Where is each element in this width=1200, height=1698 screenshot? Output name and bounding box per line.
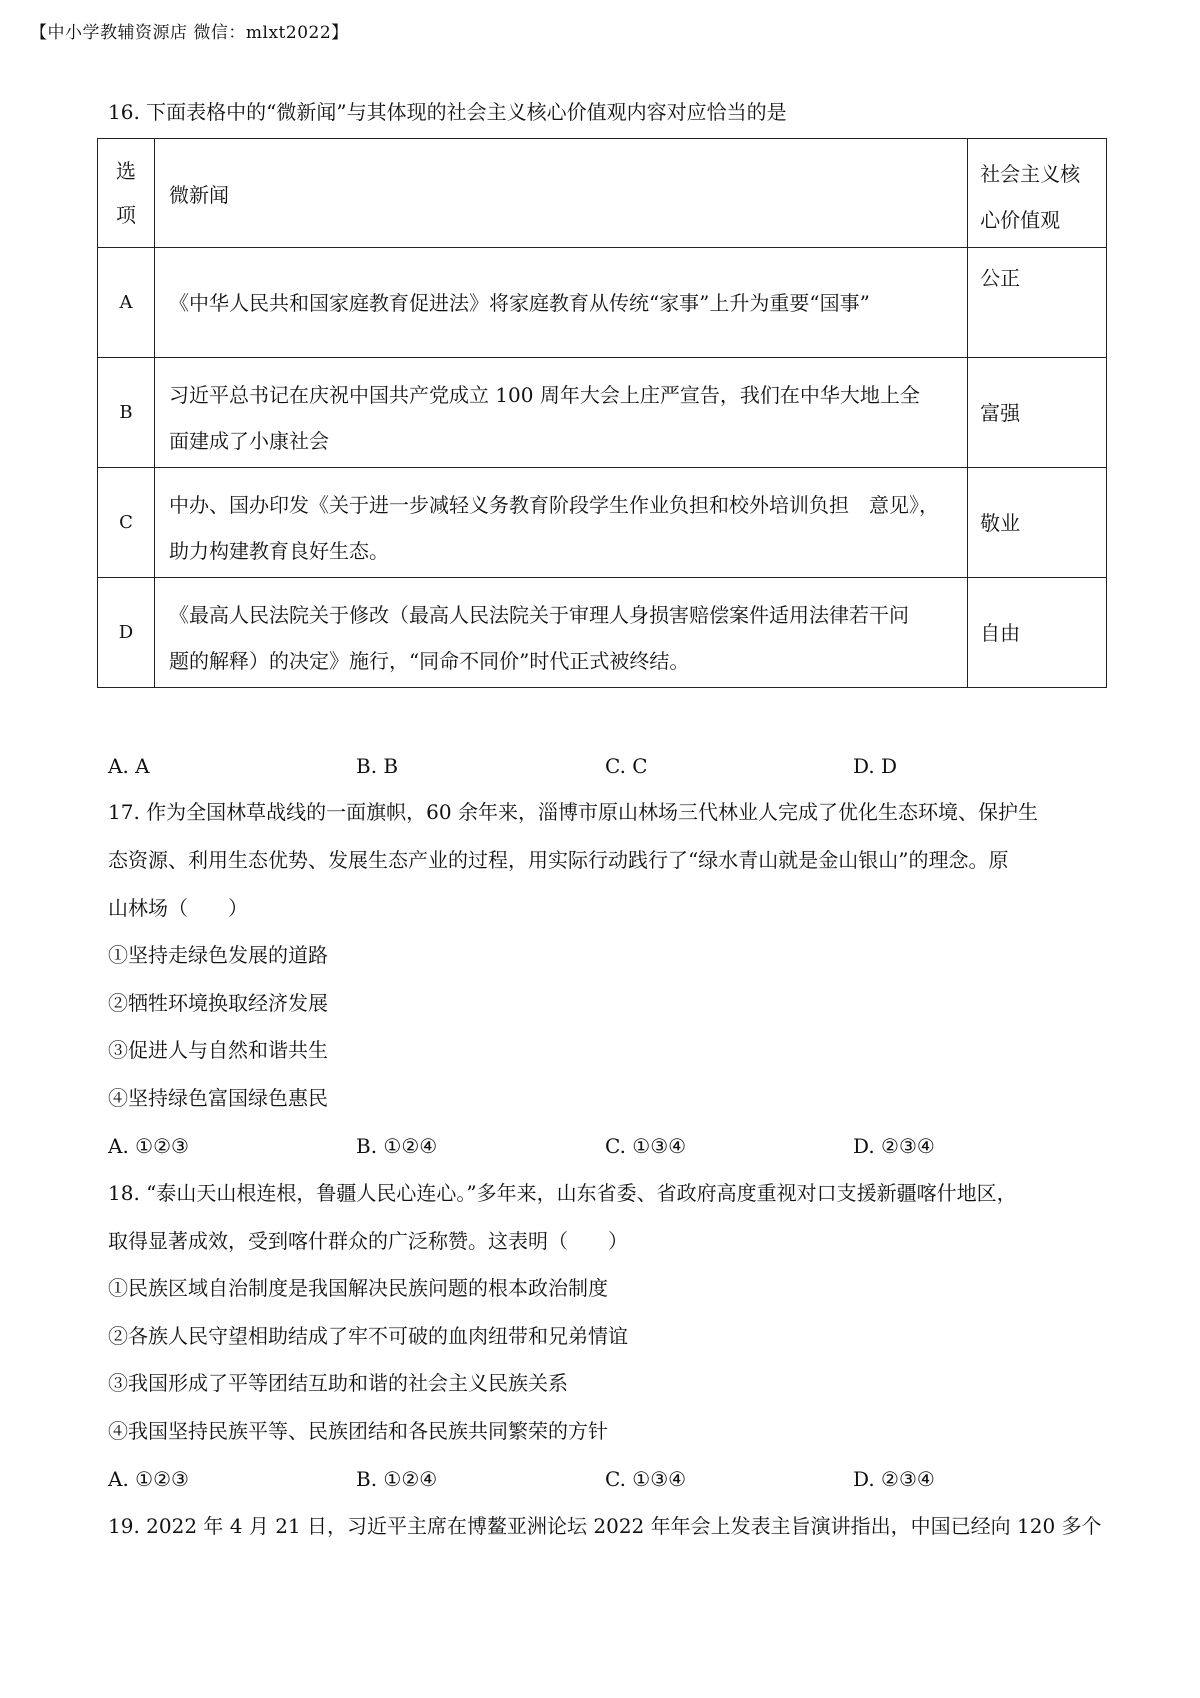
option-a[interactable]: A. ①②③ — [108, 1134, 189, 1158]
q17-statement: ②牺牲环境换取经济发展 — [108, 991, 328, 1015]
q18-stem-line: 取得显著成效，受到喀什群众的广泛称赞。这表明（ ） — [108, 1229, 628, 1253]
row-news-line: 中办、国办印发《关于进一步减轻义务教育阶段学生作业负担和校外培训负担 意见》， — [168, 493, 939, 517]
q18-statement: ③我国形成了平等团结互助和谐的社会主义民族关系 — [108, 1371, 568, 1395]
q17-statement: ③促进人与自然和谐共生 — [108, 1038, 328, 1062]
q19-stem-line: 19. 2022 年 4 月 21 日，习近平主席在博鳌亚洲论坛 2022 年年会上发表主旨演讲指出，中国已经向 120 多个 — [108, 1514, 1102, 1538]
row-value-cell: 公正 — [968, 248, 1107, 358]
row-option-cell: C — [98, 468, 155, 578]
row-news-cell — [154, 578, 967, 688]
q17-options — [108, 1132, 1108, 1160]
header-option-cell — [98, 139, 155, 248]
option-d[interactable]: D. ②③④ — [853, 1134, 935, 1158]
table-header-row — [98, 139, 1107, 248]
row-news-cell — [154, 358, 967, 468]
table-row — [98, 358, 1107, 468]
row-value-cell: 敬业 — [968, 468, 1107, 578]
q17-stem-line: 态资源、利用生态优势、发展生态产业的过程，用实际行动践行了“绿水青山就是金山银山”的理念。原 — [108, 848, 1009, 872]
q18-options — [108, 1465, 1108, 1493]
header-option-label: 选项 — [115, 159, 136, 227]
q18-statement: ④我国坚持民族平等、民族团结和各民族共同繁荣的方针 — [108, 1419, 608, 1443]
option-b[interactable]: B. ①②④ — [356, 1134, 438, 1158]
option-b[interactable]: B. B — [356, 754, 399, 778]
q17-stem-line: 17. 作为全国林草战线的一面旗帜，60 余年来，淄博市原山林场三代林业人完成了优化生态环境、保护生 — [108, 800, 1038, 824]
option-b[interactable]: B. ①②④ — [356, 1467, 438, 1491]
table-row — [98, 468, 1107, 578]
q17-stem-line: 山林场（ ） — [108, 896, 248, 920]
row-option-cell: A — [98, 248, 155, 358]
row-news-line: 《中华人民共和国家庭教育促进法》将家庭教育从传统“家事”上升为重要“国事” — [168, 290, 870, 315]
option-c[interactable]: C. C — [605, 754, 648, 778]
header-value-label-line1: 社会主义核 — [980, 162, 1081, 186]
q18-statement: ①民族区域自治制度是我国解决民族问题的根本政治制度 — [108, 1276, 608, 1300]
row-news-line: 《最高人民法院关于修改（最高人民法院关于审理人身损害赔偿案件适用法律若干问 — [168, 603, 909, 627]
table-row — [98, 248, 1107, 358]
row-news-line: 面建成了小康社会 — [168, 429, 329, 453]
row-option-cell: D — [98, 578, 155, 688]
q16-options — [108, 752, 1108, 780]
row-value-cell: 富强 — [968, 358, 1107, 468]
table-row — [98, 578, 1107, 688]
q18-stem-line: 18. “泰山天山根连根，鲁疆人民心连心。”多年来，山东省委、省政府高度重视对口支援新疆喀什地区， — [108, 1181, 1017, 1205]
row-option-cell: B — [98, 358, 155, 468]
row-value-cell: 自由 — [968, 578, 1107, 688]
row-news-line: 题的解释）的决定》施行，“同命不同价”时代正式被终结。 — [168, 649, 690, 673]
q16-table — [97, 138, 1107, 688]
q16-stem: 16. 下面表格中的“微新闻”与其体现的社会主义核心价值观内容对应恰当的是 — [108, 100, 787, 124]
header-note: 【中小学教辅资源店 微信：mlxt2022】 — [30, 23, 349, 43]
option-a[interactable]: A. ①②③ — [108, 1467, 189, 1491]
q18-statement: ②各族人民守望相助结成了牢不可破的血肉纽带和兄弟情谊 — [108, 1324, 628, 1348]
row-news-cell — [154, 248, 967, 358]
q17-statement: ④坚持绿色富国绿色惠民 — [108, 1086, 328, 1110]
header-news-cell — [154, 139, 967, 248]
option-d[interactable]: D. D — [853, 754, 898, 778]
option-d[interactable]: D. ②③④ — [853, 1467, 935, 1491]
option-c[interactable]: C. ①③④ — [605, 1134, 687, 1158]
header-value-label-line2: 心价值观 — [980, 208, 1061, 232]
option-c[interactable]: C. ①③④ — [605, 1467, 687, 1491]
row-news-line: 习近平总书记在庆祝中国共产党成立 100 周年大会上庄严宣告，我们在中华大地上全 — [168, 383, 920, 407]
header-news-label: 微新闻 — [168, 182, 229, 207]
header-value-cell — [968, 139, 1107, 248]
row-news-line: 助力构建教育良好生态。 — [168, 539, 389, 563]
option-a[interactable]: A. A — [108, 754, 150, 778]
row-news-cell — [154, 468, 967, 578]
q17-statement: ①坚持走绿色发展的道路 — [108, 943, 328, 967]
